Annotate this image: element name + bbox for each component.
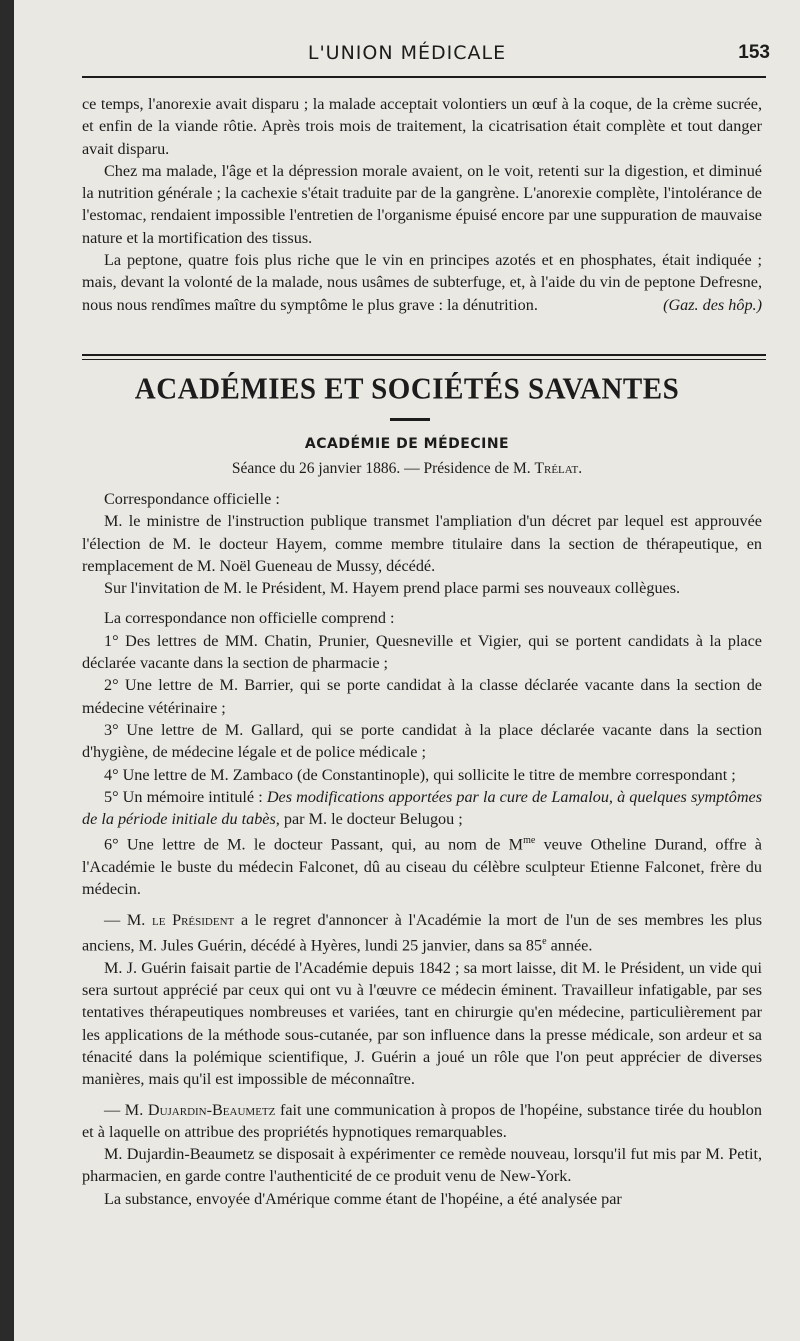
list-item: 4° Une lettre de M. Zambaco (de Constantinople), qui sollicite le titre de membre correspondant ; bbox=[104, 765, 736, 784]
superscript: me bbox=[523, 835, 536, 847]
book-page bbox=[14, 0, 800, 1341]
lead: — M. bbox=[104, 910, 146, 929]
academy-body bbox=[82, 488, 762, 1210]
paragraph-text: La peptone, quatre fois plus riche que le vin en principes azotés et en phosphates, était indiquée ; mais, devant la volonté de la malade, nous usâmes de subterfuge, et, à l'aide du vin de peptone Defresne, nous nous rendîmes maître du symptôme le plus grave : la dénutrition. bbox=[82, 251, 762, 314]
paragraph-text: a le regret d'annoncer à l'Académie la mort de l'un de ses membres les plus anciens, M. Jules Guérin, décédé à Hyères, lundi 25 janvier, dans sa 85 bbox=[82, 910, 762, 955]
paragraph: La correspondance non officielle comprend : bbox=[104, 609, 395, 628]
list-item bbox=[82, 830, 762, 900]
paragraph-text: année. bbox=[550, 936, 593, 955]
paragraph bbox=[82, 249, 762, 316]
journal-title: L'UNION MÉDICALE bbox=[307, 42, 507, 64]
paragraph-text: fait une communication à propos de l'hopéine, substance tirée du houblon et à laquelle on attribue des propriétés hypnotiques remarquables. bbox=[82, 1100, 762, 1141]
seance-line bbox=[14, 460, 800, 478]
president-name: Trélat. bbox=[534, 460, 583, 477]
speaker-name: le Président bbox=[151, 910, 235, 929]
paragraph: M. le ministre de l'instruction publique transmet l'ampliation d'un décret par lequel est approuvée l'élection de M. le docteur Hayem, comme membre titulaire dans la section de thérapeutique, en remplacement de M. Noël Gueneau de Mussy, décédé. bbox=[82, 512, 762, 575]
superscript: e bbox=[542, 936, 547, 948]
list-item bbox=[82, 786, 762, 831]
paragraph: Sur l'invitation de M. le Président, M. Hayem prend place parmi ses nouveaux collègues. bbox=[104, 579, 681, 598]
paragraph bbox=[82, 909, 762, 957]
memoir-title: Des modifications apportées par la cure de Lamalou, à quelques symptômes de la période initiale du tabès, bbox=[82, 787, 763, 829]
seance-date: Séance du 26 janvier 1886. — Présidence de M. bbox=[231, 460, 531, 477]
list-item: 3° Une lettre de M. Gallard, qui se porte candidat à la place déclarée vacante dans la section d'hygiène, de médecine légale et de police médicale ; bbox=[82, 720, 762, 762]
paragraph bbox=[82, 1099, 762, 1144]
section-double-rule-bottom bbox=[82, 359, 766, 360]
list-item: 1° Des lettres de MM. Chatin, Prunier, Quesneville et Vigier, qui se portent candidats à la place déclarée vacante dans la section de pharmacie ; bbox=[82, 631, 762, 673]
academy-subtitle: ACADÉMIE DE MÉDECINE bbox=[304, 436, 510, 452]
paragraph: Chez ma malade, l'âge et la dépression morale avaient, on le voit, retenti sur la digestion, et diminué la nutrition générale ; la cachexie s'était traduite par de la gangrène. L'anorexie complète, l'intolérance de l'estomac, rendaient impossible l'entretien de l'organisme épuisé encore par une suppuration de mauvaise nature et la mortification des tissus. bbox=[82, 161, 762, 247]
correspondance-heading: Correspondance officielle : bbox=[104, 490, 280, 508]
page-number: 153 bbox=[738, 42, 770, 63]
paragraph: M. Dujardin-Beaumetz se disposait à expérimenter ce remède nouveau, lorsqu'il fut mis par M. Petit, pharmacien, en garde contre l'authenticité de ce produit venu de New-York. bbox=[82, 1145, 762, 1186]
item-text: 5° Un mémoire intitulé : bbox=[104, 787, 263, 806]
list-item: 2° Une lettre de M. Barrier, qui se porte candidat à la classe déclarée vacante dans la section de médecine vétérinaire ; bbox=[82, 676, 762, 717]
source-citation: (Gaz. des hôp.) bbox=[663, 295, 762, 314]
lead: — M. bbox=[104, 1100, 144, 1119]
top-article-text bbox=[82, 93, 762, 316]
section-title: ACADÉMIES ET SOCIÉTÉS SAVANTES bbox=[134, 372, 680, 406]
paragraph: La substance, envoyée d'Amérique comme étant de l'hopéine, a été analysée par bbox=[104, 1189, 622, 1208]
header-rule bbox=[82, 76, 766, 78]
item-text: par M. le docteur Belugou ; bbox=[283, 810, 463, 829]
item-text: veuve Otheline Durand, offre à l'Académie le buste du médecin Falconet, dû au ciseau du célèbre sculpteur Etienne Falconet, frère du médecin. bbox=[82, 835, 762, 899]
section-double-rule-top bbox=[82, 354, 766, 356]
title-underline bbox=[390, 418, 430, 421]
running-head bbox=[14, 40, 800, 70]
paragraph: M. J. Guérin faisait partie de l'Académie depuis 1842 ; sa mort laisse, dit M. le Président, un vide qui sera surtout apprécié par ceux qui ont vu à l'œuvre ce médecin éminent. Travailleur infatigable, par ses tentatives thérapeutiques nombreuses et variées, tant en chirurgie qu'en médecine, particulièrement par les applications de la méthode sous-cutanée, par son influence dans la presse médicale, son ardeur et sa ténacité dans la polémique scientifique, J. Guérin a joué un rôle que l'on peut apprécier de diverses manières, mais qu'il est impossible de méconnaître. bbox=[82, 958, 762, 1089]
paragraph: ce temps, l'anorexie avait disparu ; la malade acceptait volontiers un œuf à la coque, de la crème sucrée, et enfin de la viande rôtie. Après trois mois de traitement, la cicatrisation était complète et tout danger avait disparu. bbox=[82, 95, 762, 158]
item-text: 6° Une lettre de M. le docteur Passant, qui, au nom de M bbox=[104, 835, 524, 854]
speaker-name: Dujardin-Beaumetz bbox=[147, 1100, 276, 1119]
